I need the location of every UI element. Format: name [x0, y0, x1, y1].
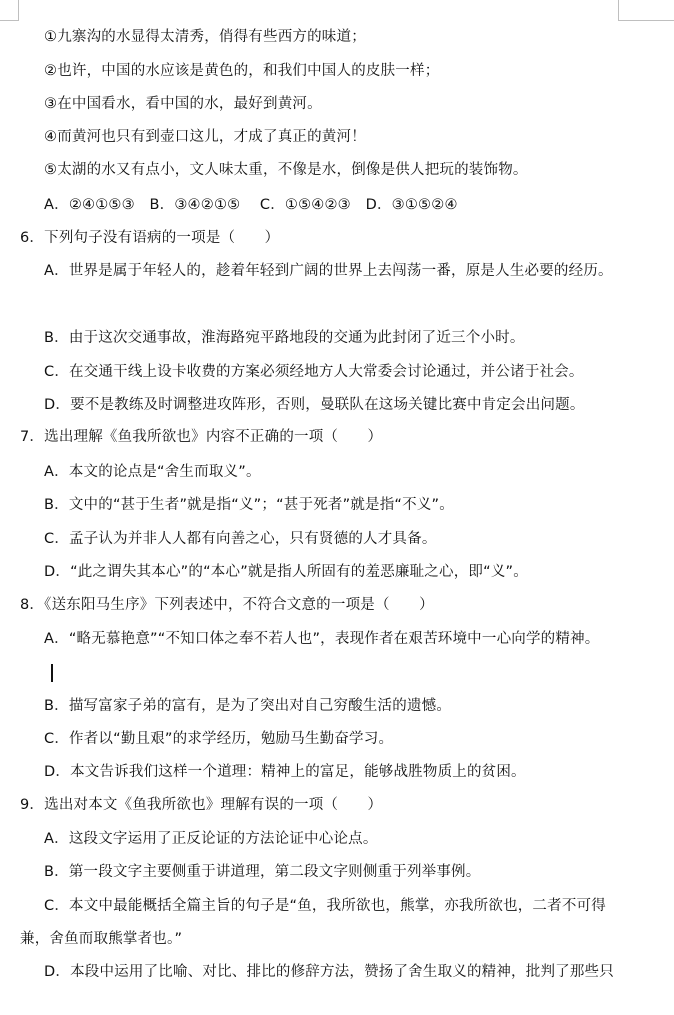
question-6-option-a: A．世界是属于年轻人的，趁着年轻到广阔的世界上去闯荡一番，原是人生必要的经历。 — [44, 263, 613, 279]
q5-answer-options: A．②④①⑤③ B．③④②①⑤ C．①⑤④②③ D．③①⑤②④ — [44, 197, 458, 213]
poem-line-4: ④而黄河也只有到壶口这儿，才成了真正的黄河！ — [44, 129, 366, 145]
question-9-stem: 9．选出对本文《鱼我所欲也》理解有误的一项（ ） — [20, 797, 383, 813]
page-corner-mark-left — [0, 0, 19, 21]
question-7-option-d: D．“此之谓失其本心”的“本心”就是指人所固有的羞恶廉耻之心，即“义”。 — [44, 564, 528, 580]
question-7-option-b: B．文中的“甚于生者”就是指“义”；“甚于死者”就是指“不义”。 — [44, 497, 454, 513]
question-6-stem: 6．下列句子没有语病的一项是（ ） — [20, 230, 280, 246]
poem-line-2: ②也许，中国的水应该是黄色的，和我们中国人的皮肤一样； — [44, 63, 440, 79]
text-cursor — [51, 664, 53, 682]
question-8-stem: 8．《送东阳马生序》下列表述中，不符合文意的一项是（ ） — [20, 597, 434, 613]
question-7-stem: 7．选出理解《鱼我所欲也》内容不正确的一项（ ） — [20, 429, 383, 445]
question-7-option-a: A．本文的论点是“舍生而取义”。 — [44, 464, 261, 480]
poem-line-3: ③在中国看水，看中国的水，最好到黄河。 — [44, 96, 322, 112]
question-8-option-d: D．本文告诉我们这样一个道理：精神上的富足，能够战胜物质上的贫困。 — [44, 764, 526, 780]
question-8-option-b: B．描写富家子弟的富有，是为了突出对自己穷酸生活的遗憾。 — [44, 698, 452, 714]
question-6-option-c: C．在交通干线上设卡收费的方案必须经地方人大常委会讨论通过，并公诸于社会。 — [44, 364, 584, 380]
poem-line-1: ①九寨沟的水显得太清秀，俏得有些西方的味道； — [44, 29, 366, 45]
question-8-option-a: A．“略无慕艳意”“不知口体之奉不若人也”，表现作者在艰苦环境中一心向学的精神。 — [44, 631, 600, 647]
page-corner-mark-right — [618, 0, 674, 21]
question-9-option-a: A．这段文字运用了正反论证的方法论证中心论点。 — [44, 831, 378, 847]
poem-line-5: ⑤太湖的水又有点小，文人味太重，不像是水，倒像是供人把玩的装饰物。 — [44, 162, 528, 178]
question-9-option-c: C．本文中最能概括全篇主旨的句子是“鱼，我所欲也，熊掌，亦我所欲也，二者不可得 — [44, 898, 606, 914]
question-6-option-b: B．由于这次交通事故，淮海路宛平路地段的交通为此封闭了近三个小时。 — [44, 330, 525, 346]
question-8-option-c: C．作者以“勤且艰”的求学经历，勉励马生勤奋学习。 — [44, 731, 394, 747]
question-7-option-c: C．孟子认为并非人人都有向善之心，只有贤德的人才具备。 — [44, 531, 437, 547]
question-6-option-d: D．要不是教练及时调整进攻阵形，否则，曼联队在这场关键比赛中肯定会出问题。 — [44, 397, 585, 413]
question-9-option-d: D．本段中运用了比喻、对比、排比的修辞方法，赞扬了舍生取义的精神，批判了那些只 — [44, 964, 614, 980]
question-9-option-b: B．第一段文字主要侧重于讲道理，第二段文字则侧重于列举事例。 — [44, 864, 481, 880]
question-9-option-c-continued: 兼，舍鱼而取熊掌者也。” — [20, 931, 183, 947]
